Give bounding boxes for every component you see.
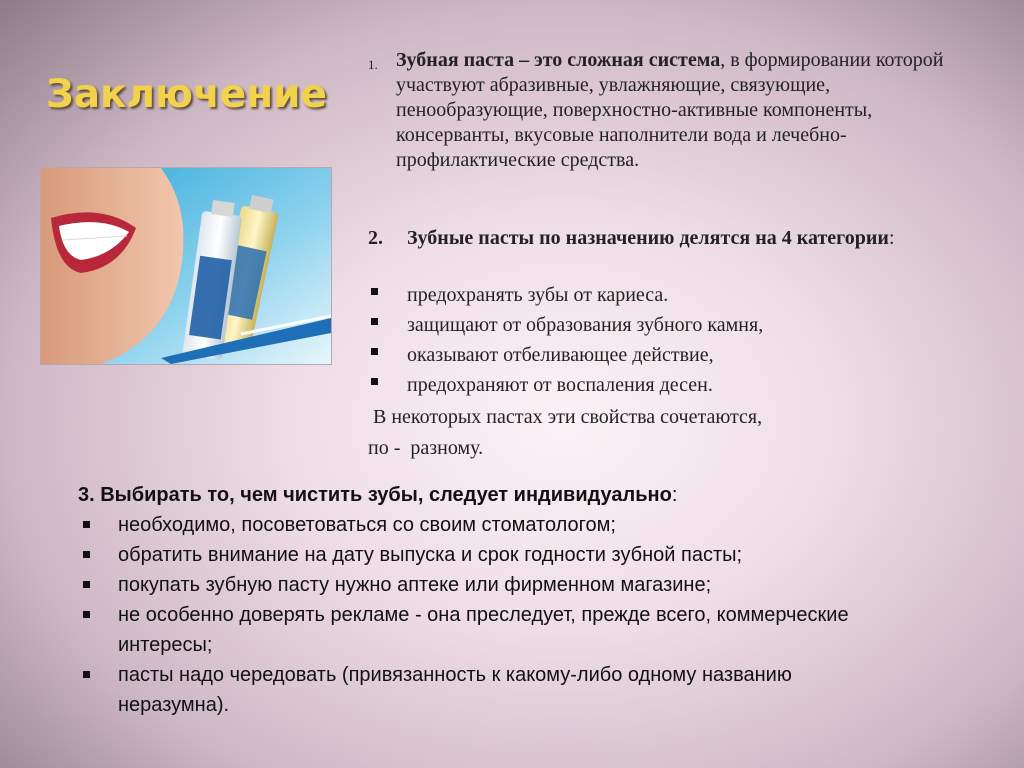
point-1-text [396, 48, 986, 173]
list-item-text: обратить внимание на дату выпуска и срок годности зубной пасты; [118, 544, 743, 566]
bullet-square-icon [83, 611, 90, 618]
list-item [78, 540, 978, 570]
closing-line-1: В некоторых пастах эти свойства сочетаются, [368, 406, 763, 428]
point-3-suffix: : [671, 484, 678, 506]
list-item [78, 570, 978, 600]
closing-line-2: по - разному. [368, 437, 484, 459]
list-item-text: защищают от образования зубного камня, [407, 314, 764, 336]
toothpaste-photo [40, 167, 332, 365]
list-item [78, 510, 978, 540]
list-item-text: не особенно доверять рекламе - она преследует, прежде всего, коммерческие интересы; [118, 604, 849, 656]
slide-title: Заключение [46, 72, 327, 117]
point-3-bold: 3. Выбирать то, чем чистить зубы, следует индивидуально [78, 484, 672, 506]
point-1-rest: , в формировании которой участвуют абразивные, увлажняющие, связующие, пенообразующие, поверхностно-активные компоненты, консерванты, вкусовые наполнители вода и лечебно-профилактические средства. [396, 49, 944, 171]
list-item [78, 660, 978, 720]
point-2-bold: Зубные пасты по назначению делятся на 4 категории [407, 227, 889, 249]
point-3-heading [78, 480, 978, 510]
bullet-square-icon [83, 521, 90, 528]
bullet-square-icon [371, 288, 378, 295]
list-item-text: оказывают отбеливающее действие, [407, 344, 714, 366]
bullet-square-icon [83, 671, 90, 678]
point-2-number: 2. [368, 227, 383, 249]
point-2-closing [368, 402, 762, 464]
list-item-text: пасты надо чередовать (привязанность к какому-либо одному названию неразумна). [118, 664, 792, 716]
point-2-suffix: : [888, 227, 895, 249]
list-item-text: необходимо, посоветоваться со своим стоматологом; [118, 514, 616, 536]
point-2-text [407, 226, 987, 251]
point-1-number: 1. [368, 57, 378, 72]
bullet-square-icon [83, 551, 90, 558]
bullet-square-icon [371, 318, 378, 325]
toothpaste-smile-icon [41, 168, 331, 364]
point-1-bold: Зубная паста – это сложная система [396, 49, 721, 71]
list-item-text: покупать зубную пасту нужно аптеке или фирменном магазине; [118, 574, 712, 596]
point-3 [78, 480, 978, 720]
list-item [78, 600, 978, 660]
list-item-text: предохранять зубы от кариеса. [407, 284, 669, 306]
bullet-square-icon [371, 348, 378, 355]
list-item-text: предохраняют от воспаления десен. [407, 374, 713, 396]
bullet-square-icon [83, 581, 90, 588]
bullet-square-icon [371, 378, 378, 385]
